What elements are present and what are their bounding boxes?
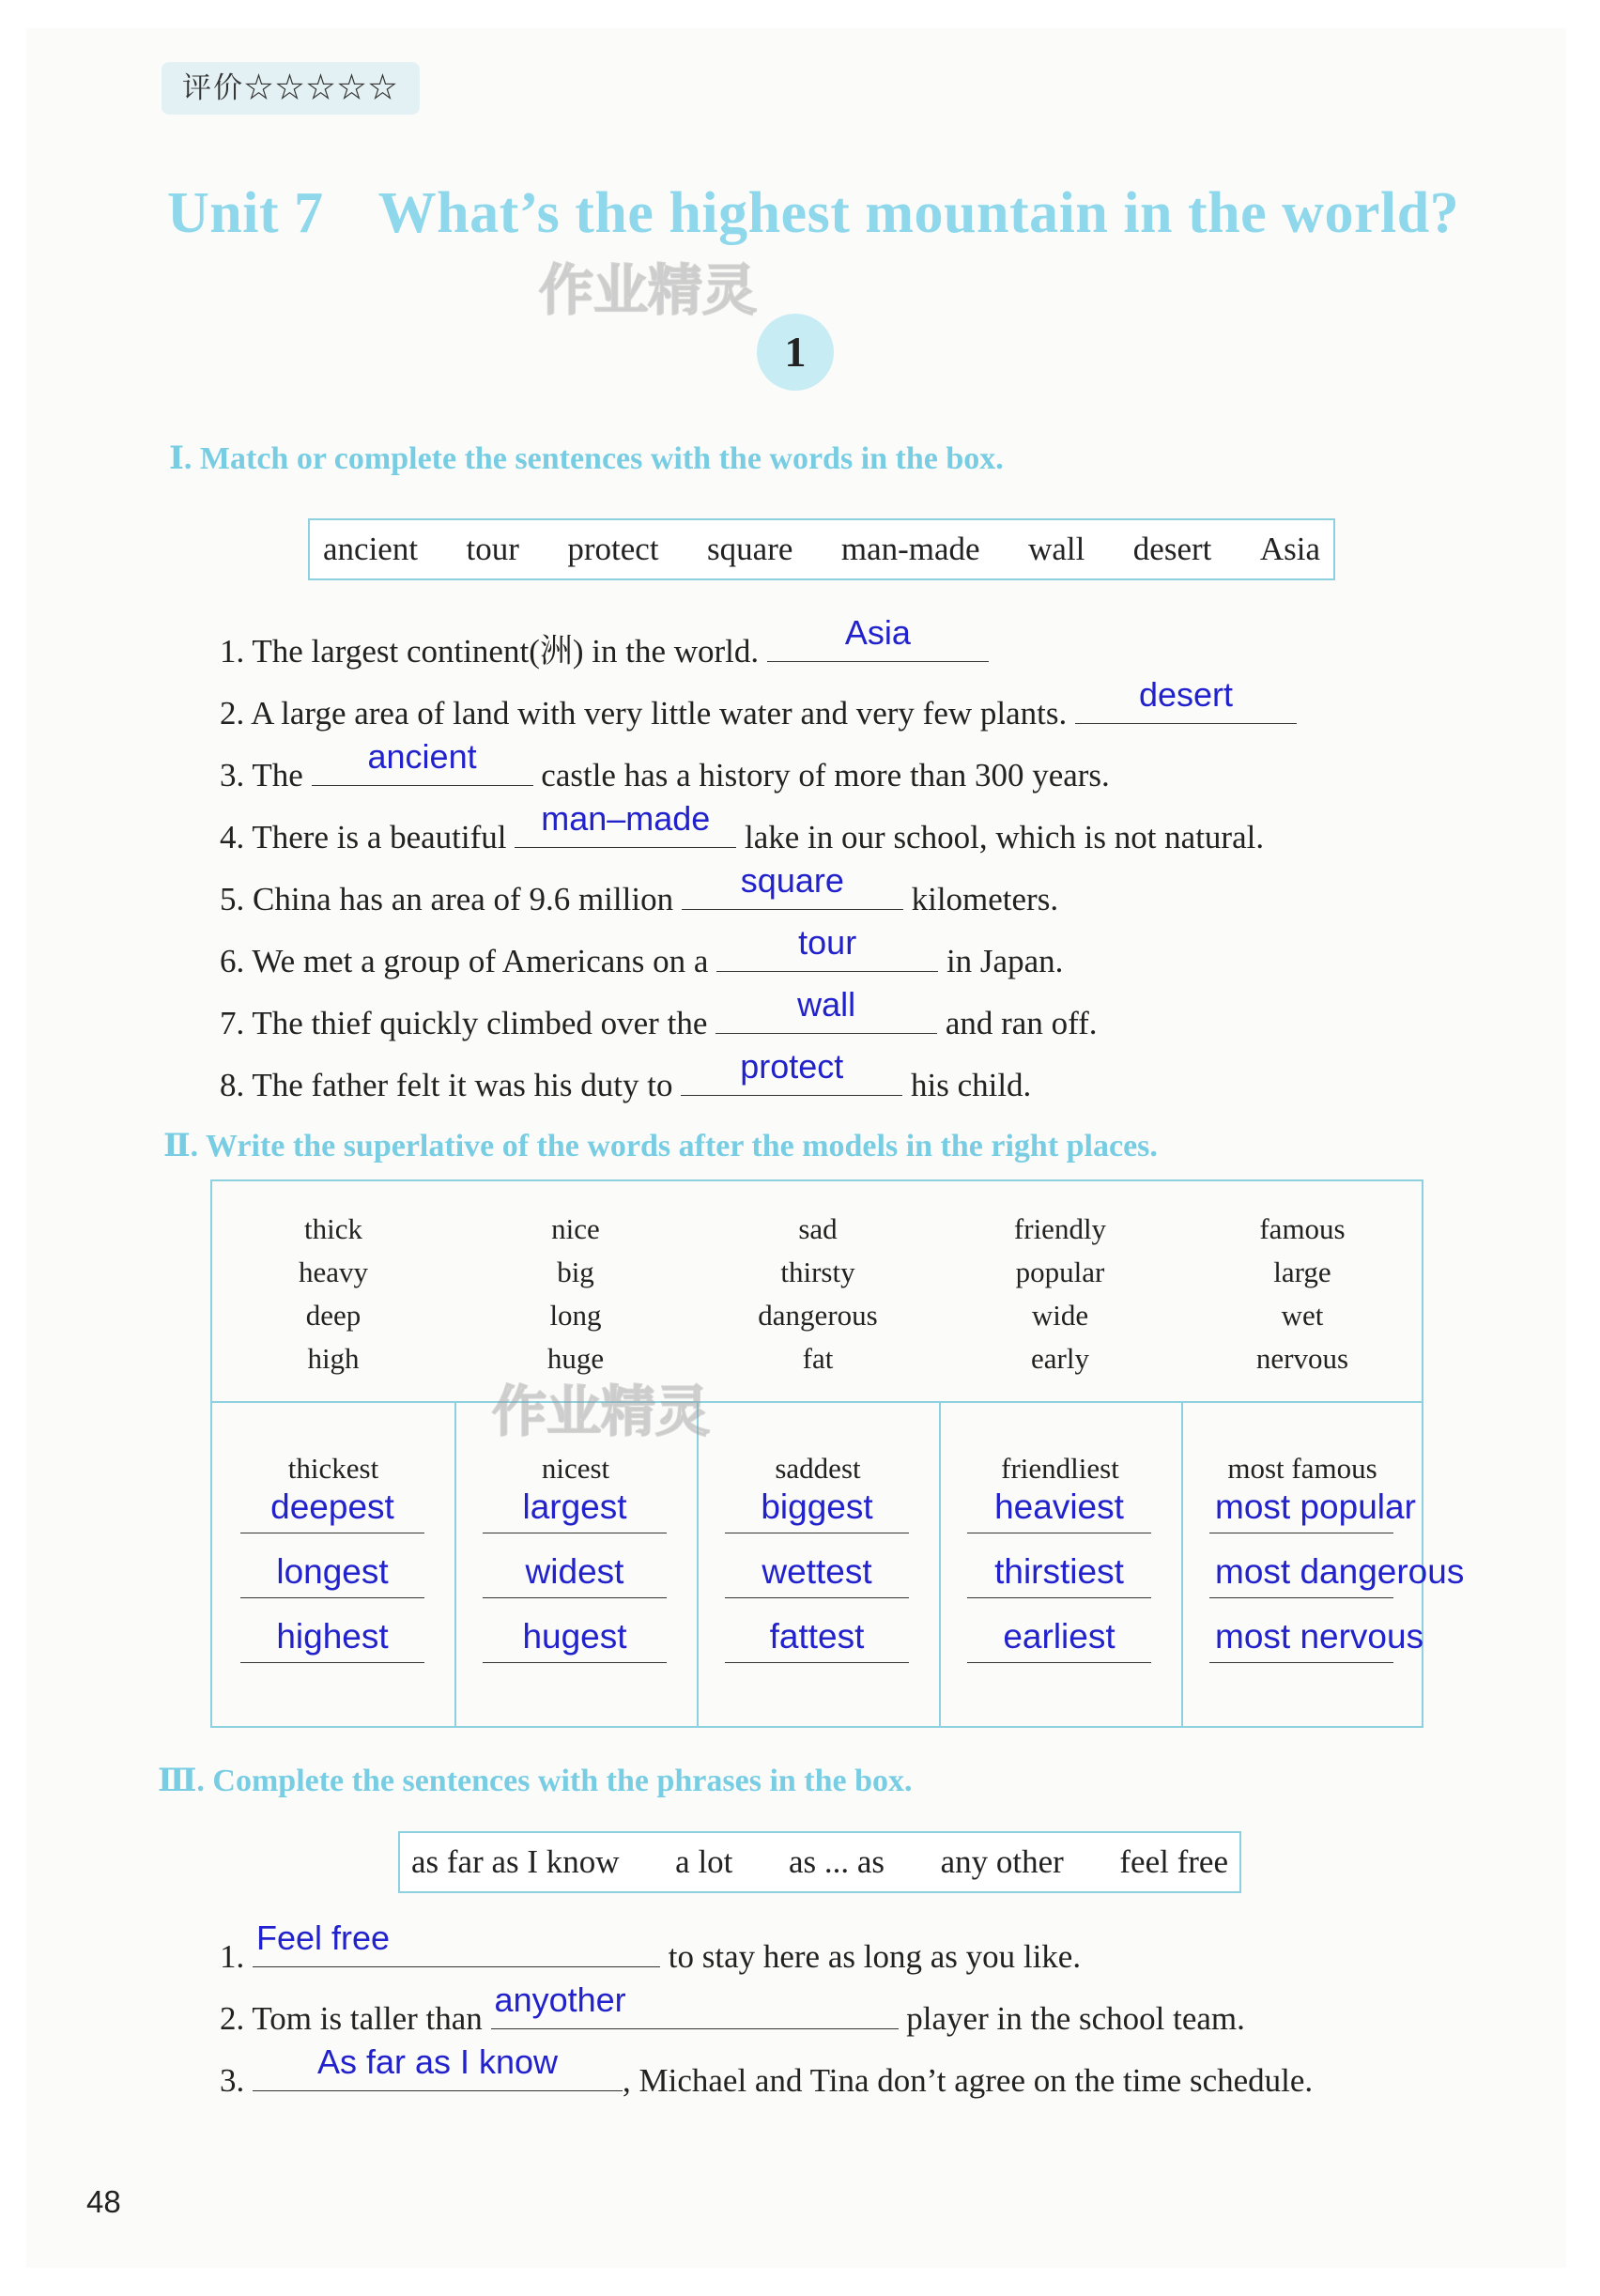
exercise1-sentence bbox=[220, 799, 1265, 855]
page-number: 48 bbox=[86, 2184, 121, 2219]
answer-blank[interactable] bbox=[681, 1047, 902, 1096]
word-item: wet bbox=[1281, 1299, 1324, 1332]
model-answer: friendliest bbox=[1001, 1452, 1119, 1485]
answer-text: ancient bbox=[367, 737, 477, 776]
lesson-number-badge: 1 bbox=[757, 314, 834, 391]
word-box-item: tour bbox=[466, 531, 519, 567]
answer-text: desert bbox=[1138, 675, 1234, 714]
answer-text: longest bbox=[276, 1552, 389, 1591]
sentence-text: , Michael and Tina don’t agree on the time schedule. bbox=[623, 2062, 1314, 2099]
sentence-text: and ran off. bbox=[945, 1005, 1098, 1041]
word-item: nice bbox=[551, 1212, 600, 1245]
exercise1-sentence bbox=[220, 923, 1064, 979]
superlative-blank[interactable] bbox=[483, 1487, 667, 1533]
answer-text: hugest bbox=[522, 1617, 627, 1656]
superlative-blank[interactable] bbox=[240, 1487, 424, 1533]
sentence-number: 1. bbox=[220, 633, 245, 670]
word-item: heavy bbox=[298, 1256, 369, 1288]
sentence-number: 1. bbox=[220, 1938, 245, 1975]
exercise1-sentence bbox=[220, 1047, 1032, 1103]
sentence-text: to stay here as long as you like. bbox=[668, 1938, 1082, 1975]
superlative-blank[interactable] bbox=[240, 1617, 424, 1663]
sentence-text: Tom is taller than bbox=[252, 2000, 483, 2037]
answer-text: fattest bbox=[769, 1617, 865, 1656]
answer-blank[interactable] bbox=[253, 2042, 623, 2091]
answer-text: Asia bbox=[844, 613, 911, 652]
answer-text: wettest bbox=[762, 1552, 872, 1591]
word-box-item: protect bbox=[567, 531, 659, 567]
answer-blank[interactable] bbox=[767, 613, 989, 662]
answer-blank[interactable] bbox=[312, 737, 533, 786]
answer-text: highest bbox=[276, 1617, 389, 1656]
grid-divider bbox=[939, 1401, 941, 1726]
answer-text: thirstiest bbox=[994, 1552, 1124, 1591]
word-item: friendly bbox=[1013, 1212, 1107, 1245]
superlative-blank[interactable] bbox=[1209, 1617, 1424, 1663]
answer-text: widest bbox=[525, 1552, 624, 1591]
exercise3-sentence bbox=[220, 1980, 1245, 2037]
word-item: famous bbox=[1259, 1212, 1346, 1245]
sentence-number: 2. bbox=[220, 695, 245, 732]
word-box-item: man-made bbox=[840, 531, 980, 567]
sentence-text: China has an area of 9.6 million bbox=[253, 881, 674, 917]
exercise1-sentence bbox=[220, 675, 1297, 732]
word-item: deep bbox=[305, 1299, 362, 1332]
phrase-box-item: a lot bbox=[675, 1843, 733, 1880]
answer-blank[interactable] bbox=[1075, 675, 1297, 724]
exercise3-sentence bbox=[220, 2042, 1314, 2099]
answer-text: deepest bbox=[270, 1487, 394, 1526]
word-list bbox=[454, 1208, 697, 1380]
superlative-blank[interactable] bbox=[483, 1552, 667, 1598]
word-item: early bbox=[1031, 1342, 1089, 1375]
exercise1-sentence bbox=[220, 737, 1110, 794]
sentence-number: 3. bbox=[220, 757, 245, 794]
answer-blank[interactable] bbox=[515, 799, 736, 848]
sentence-text: kilometers. bbox=[911, 881, 1059, 917]
word-item: long bbox=[549, 1299, 602, 1332]
grid-divider bbox=[1181, 1401, 1183, 1726]
answer-blank[interactable] bbox=[682, 861, 903, 910]
superlative-blank[interactable] bbox=[1209, 1487, 1416, 1533]
answer-text: square bbox=[740, 861, 844, 900]
exercise3-sentence bbox=[220, 1918, 1082, 1975]
answer-text: anyother bbox=[494, 1980, 626, 2019]
phrase-box-item: as ... as bbox=[788, 1843, 885, 1880]
word-item: nervous bbox=[1255, 1342, 1349, 1375]
unit-question: What’s the highest mountain in the world? bbox=[377, 181, 1460, 245]
exercise1-sentence bbox=[220, 613, 989, 670]
sentence-text: in Japan. bbox=[946, 943, 1064, 979]
sentence-text: lake in our school, which is not natural. bbox=[745, 819, 1265, 855]
watermark-top: 作业精灵 bbox=[539, 258, 758, 322]
answer-text: tour bbox=[798, 923, 857, 962]
exercise1-sentence bbox=[220, 861, 1059, 917]
superlative-blank[interactable] bbox=[967, 1617, 1151, 1663]
word-list bbox=[1181, 1208, 1423, 1380]
superlative-blank[interactable] bbox=[967, 1552, 1151, 1598]
sentence-number: 6. bbox=[220, 943, 245, 979]
phrase-box-item: as far as I know bbox=[411, 1843, 620, 1880]
grid-divider bbox=[454, 1401, 456, 1726]
exercise1-sentence bbox=[220, 985, 1098, 1041]
word-item: big bbox=[557, 1256, 594, 1288]
answer-text: protect bbox=[740, 1047, 844, 1086]
sentence-text: The largest continent(洲) in the world. bbox=[252, 633, 760, 670]
answer-text: earliest bbox=[1003, 1617, 1115, 1656]
answer-text: most nervous bbox=[1215, 1617, 1424, 1656]
sentence-number: 5. bbox=[220, 881, 245, 917]
sentence-text: The thief quickly climbed over the bbox=[252, 1005, 708, 1041]
phrase-box bbox=[398, 1831, 1241, 1893]
sentence-text: The bbox=[252, 757, 303, 794]
answer-text: heaviest bbox=[994, 1487, 1124, 1526]
grid-divider bbox=[697, 1401, 699, 1726]
answer-blank[interactable] bbox=[491, 1980, 899, 2029]
superlative-blank[interactable] bbox=[725, 1617, 909, 1663]
sentence-number: 3. bbox=[220, 2062, 245, 2099]
word-item: thick bbox=[304, 1212, 362, 1245]
answer-blank[interactable] bbox=[715, 985, 937, 1034]
watermark-middle: 作业精灵 bbox=[492, 1379, 711, 1443]
sentence-text: There is a beautiful bbox=[252, 819, 507, 855]
word-box-item: square bbox=[707, 531, 793, 567]
model-answer: thickest bbox=[287, 1452, 379, 1485]
superlative-grid bbox=[210, 1179, 1465, 1728]
word-item: large bbox=[1273, 1256, 1331, 1288]
word-item: fat bbox=[802, 1342, 834, 1375]
sentence-text: player in the school team. bbox=[906, 2000, 1245, 2037]
word-item: huge bbox=[546, 1342, 605, 1375]
word-item: popular bbox=[1015, 1256, 1105, 1288]
answer-text: As far as I know bbox=[316, 2042, 559, 2081]
word-box-1 bbox=[308, 518, 1335, 580]
answer-text: Feel free bbox=[256, 1918, 391, 1957]
sentence-text: castle has a history of more than 300 years. bbox=[541, 757, 1110, 794]
unit-label: Unit 7 bbox=[167, 181, 324, 245]
superlative-blank[interactable] bbox=[240, 1552, 424, 1598]
word-box-item: wall bbox=[1028, 531, 1085, 567]
sentence-text: A large area of land with very little water and very few plants. bbox=[251, 695, 1068, 732]
sentence-number: 8. bbox=[220, 1067, 245, 1103]
sentence-text: his child. bbox=[910, 1067, 1032, 1103]
superlative-blank[interactable] bbox=[725, 1552, 909, 1598]
answer-text: most popular bbox=[1215, 1487, 1416, 1526]
sentence-number: 4. bbox=[220, 819, 245, 855]
word-box-item: desert bbox=[1132, 531, 1212, 567]
word-list bbox=[939, 1208, 1181, 1380]
word-box-item: ancient bbox=[323, 531, 419, 567]
superlative-blank[interactable] bbox=[483, 1617, 667, 1663]
answer-blank[interactable] bbox=[716, 923, 938, 972]
answer-text: wall bbox=[797, 985, 856, 1024]
superlative-blank[interactable] bbox=[725, 1487, 909, 1533]
sentence-number: 2. bbox=[220, 2000, 245, 2037]
model-answer: saddest bbox=[775, 1452, 861, 1485]
section1-title: Ⅰ. Match or complete the sentences with the words in the box. bbox=[169, 441, 1004, 476]
section2-title: Ⅱ. Write the superlative of the words after the models in the right places. bbox=[163, 1129, 1158, 1163]
model-answer: nicest bbox=[541, 1452, 610, 1485]
word-item: dangerous bbox=[758, 1299, 878, 1332]
answer-text: biggest bbox=[761, 1487, 873, 1526]
word-item: wide bbox=[1031, 1299, 1089, 1332]
superlative-blank[interactable] bbox=[967, 1487, 1151, 1533]
superlative-blank[interactable] bbox=[1209, 1552, 1465, 1598]
rating-badge: 评价☆☆☆☆☆ bbox=[162, 62, 420, 115]
word-item: sad bbox=[798, 1212, 838, 1245]
answer-text: most dangerous bbox=[1215, 1552, 1465, 1591]
word-list bbox=[697, 1208, 939, 1380]
sentence-text: The father felt it was his duty to bbox=[252, 1067, 673, 1103]
answer-text: largest bbox=[522, 1487, 627, 1526]
word-box-item: Asia bbox=[1259, 531, 1320, 567]
model-answer: most famous bbox=[1227, 1452, 1377, 1485]
grid-divider bbox=[212, 1401, 1422, 1403]
section3-title: Ⅲ. Complete the sentences with the phrases in the box. bbox=[158, 1764, 913, 1798]
answer-blank[interactable] bbox=[253, 1918, 660, 1967]
word-list bbox=[212, 1208, 454, 1380]
word-item: high bbox=[307, 1342, 360, 1375]
sentence-text: We met a group of Americans on a bbox=[252, 943, 709, 979]
answer-text: man–made bbox=[541, 799, 711, 838]
word-item: thirsty bbox=[780, 1256, 855, 1288]
unit-title bbox=[167, 180, 1459, 247]
sentence-number: 7. bbox=[220, 1005, 245, 1041]
phrase-box-item: feel free bbox=[1119, 1843, 1228, 1880]
phrase-box-item: any other bbox=[940, 1843, 1064, 1880]
